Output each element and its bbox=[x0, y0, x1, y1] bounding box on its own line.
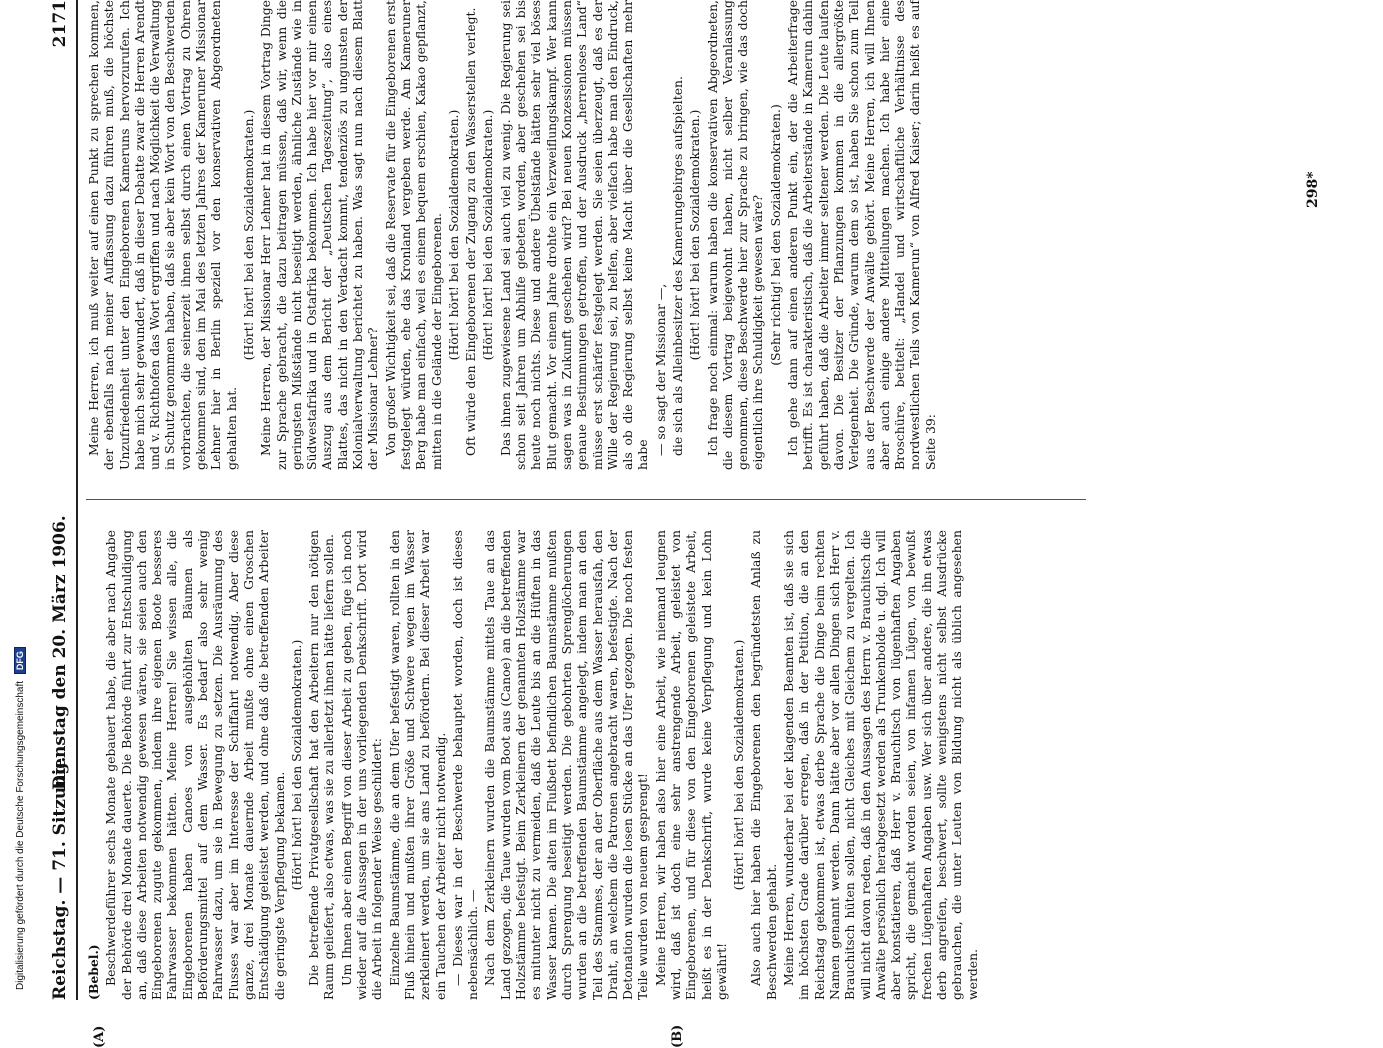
header-date: Dienstag den 20. März 1906. bbox=[50, 515, 70, 790]
speaker-label: (Bebel.) bbox=[86, 944, 101, 1000]
right-paragraph: Meine Herren, ich muß weiter auf einen Punkt zu sprechen kommen, der ebenfalls nach meiner Auffassung dazu führen muß, die höchste Unzufriedenheit unter den Eingeborenen Kameruns hervorzurufen. Ich habe mich sehr gewundert, daß in dieser Debatte zwar die Herren Arendt und v. Richthofen das Wort ergriffen und nach Möglichkeit die Verwaltung in Schutz genommen haben, daß sie aber kein Wort von den Beschwerden vorbrachten, die seinerzeit ihnen selbst durch einen Vortrag zu Ohren gekommen sind, den im Mai des letzten Jahres der Kameruner Missionar Lehner hier in Berlin speziell vor den konservativen Abgeordneten gehalten hat. bbox=[86, 0, 239, 470]
right-paragraph: Von großer Wichtigkeit sei, daß die Reservate für die Eingeborenen erst festgelegt würden, ehe das Kronland vergeben werde. Am Kameruner Berg habe man einfach, weil es einem bequem erschien, Kakao gepflanzt, mitten in die Gelände der Eingeborenen. bbox=[382, 0, 444, 470]
left-paragraph: Nach dem Zerkleinern wurden die Baumstämme mittels Taue an das Land gezogen, die Taue wurden vom Boot aus (Canoe) an die betreffenden Holzstämme befestigt. Beim Zerkleinern der genannten Holzstämme war es mitunter nicht zu vermeiden, daß die Leute bis an die Hüften in das Wasser kamen. Die alten im Flußbett befindlichen Baumstämme mußten durch Sprengung beseitigt werden. Die gebohrten Sprenglöcherungen wurden an die betreffenden Baumstämme angelegt, indem man an den Teil des Stammes, der an der Oberfläche aus dem Wasser herausfah, den Draht, an welchem die Patronen angebracht waren, befestigte. Nach der Detonation wurden die losen Stücke an das Ufer gezogen. Die noch festen Teile wurden von neuem gesprengt! bbox=[482, 530, 651, 1000]
header-rule bbox=[76, 0, 78, 1000]
left-paragraph: Also auch hier haben die Eingeborenen den begründetsten Anlaß zu Beschwerden gehabt. bbox=[748, 530, 779, 1000]
right-paragraph: (Hört! hört! bei den Sozialdemokraten.) bbox=[687, 109, 703, 361]
right-paragraph: (Hört! hört! bei den Sozialdemokraten.) bbox=[480, 109, 496, 361]
left-paragraph: Einzelne Baumstämme, die an dem Ufer befestigt waren, rollten in den Fluß hinein und mußten ihrer Größe und Schwere wegen im Wasser zerkleinert werden, um sie ans Land zu befördern. Bei dieser Arbeit war ein Tauchen der Arbeiter nicht notwendig. bbox=[386, 530, 448, 1000]
left-paragraph: — Dieses war in der Beschwerde behauptet worden, doch ist dieses nebensächlich. — bbox=[449, 530, 481, 1000]
right-paragraph: Das ihnen zugewiesene Land sei auch viel zu wenig. Die Regierung sei schon seit Jahren um Abhilfe gebeten worden, aber geschehen sei bis heute noch nichts. Diese und andere Übelstände hätten sehr viel böses Blut gemacht. Vor einem Jahre drohte ein Verzweiflungskampf. Wer kann sagen was in Zukunft geschehen wird? Bei neuen Konzessionen müssen genaue Bestimmungen getroffen, und der Ausdruck „herrenloses Land“ müsse erst schärfer festgelegt werden. Sie seien überzeugt, daß es der Wille der Regierung sei, zu helfen, aber vielfach habe man den Eindruck, als ob die Regierung selbst keine Macht über die Gesellschaften mehr habe bbox=[497, 0, 651, 470]
left-paragraph: Meine Herren, wunderbar bei der klagenden Beamten ist, daß sie sich im höchsten Grade darüber erregen, daß in der Petition, die an den Reichstag gekommen ist, etwas derbe Sprache die Dinge beim rechten Namen genannt werden. Dann hätte aber vor allen Dingen sich Herr v. Brauchitsch hüten sollen, nicht Gleiches mit Gleichem zu vergelten. Ich will nicht davon reden, daß in den Aussagen des Herrn v. Brauchitsch die Anwälte persönlich herabgesetzt werden als Trunkenbolde u. dgl. Ich will aber konstatieren, daß Herr v. Brauchitsch von lügenhaften Angaben spricht, die gemacht worden seien, von infamen Lügen, von bewußt frechen Lügenhaften Angaben usw. Wer sich über andere, die ihn etwas derb angreifen, beschwert, sollte wenigstens nicht selbst Ausdrücke gebrauchen, die unter Leuten von Bildung nicht als üblich angesehen werden. bbox=[781, 530, 980, 1000]
left-paragraph: Die betreffende Privatgesellschaft hat den Arbeitern nur den nötigen Raum geliefert, also etwas, was sie zu allerletzt ihnen hätte liefern sollen. bbox=[306, 530, 337, 1000]
right-paragraph: Ich frage noch einmal: warum haben die konservativen Abgeordneten, die diesem Vortrag beigewohnt haben, nicht selber Veranlassung genommen, diese Beschwerde hier zur Sprache zu bringen, wie das doch eigentlich ihre Schuldigkeit gewesen wäre? bbox=[704, 0, 766, 470]
right-paragraph: (Hört! hört! bei den Sozialdemokraten.) bbox=[445, 109, 461, 361]
digitization-credit bbox=[14, 647, 26, 990]
credit-text: Digitalisierung gefördert durch die Deutsche Forschungsgemeinschaft bbox=[15, 680, 26, 990]
scanned-page bbox=[50, 0, 1340, 1048]
running-header bbox=[50, 0, 72, 1000]
right-paragraph: — so sagt der Missionar —, bbox=[652, 283, 668, 456]
right-paragraph: Oft würde den Eingeborenen der Zugang zu den Wasserstellen verlegt. bbox=[463, 7, 479, 456]
right-paragraph: Meine Herren, der Missionar Herr Lehner hat in diesem Vortrag Dinge zur Sprache gebracht, die dazu beitragen müssen, daß wir, wenn die geringsten Mißstände nicht beseitigt werden, ähnliche Zustände wie in Südwestafrika und in Ostafrika bekommen. Ich habe hier vor mir einen Auszug aus dem Bericht der „Deutschen Tageszeitung“, also eines Blattes, das nicht in den Verdacht kommt, tendenziös zu ungunsten der Kolonialverwaltung berichtet zu haben. Was sagt nun nach diesem Blatt der Missionar Lehner? bbox=[258, 0, 381, 470]
right-paragraph: (Hört! hört! bei den Sozialdemokraten.) bbox=[240, 109, 256, 361]
margin-letter-a: (A) bbox=[92, 1025, 107, 1048]
left-paragraph: (Hört! hört! bei den Sozialdemokraten.) bbox=[731, 639, 747, 891]
left-paragraph: Beschwerdeführer sechs Monate gebauert habe, die aber nach Angabe der Behörde drei Monate dauerte. Die Behörde führt zur Entschuldigung an, daß diese Arbeiten notwendig gewesen wären, sie seien auch den Eingeborenen zugute gekommen, indem ihre eigenen Boote besseres Fahrwasser bekommen hätten. Meine Herren! Sie wissen alle, die Eingeborenen haben Canoes von ausgehöhlten Bäumen als Beförderungsmittel auf dem Wasser. Es bedarf also sehr wenig Fahrwasser dazu, um sie in Bewegung zu setzen. Die Ausräumung des Flusses war aber im Interesse der Schiffahrt notwendig. Aber diese ganze, drei Monate dauernde Arbeit mußte ohne einen Groschen Entschädigung geleistet werden, und ohne daß die betreffenden Arbeiter die geringste Verpflegung bekamen. bbox=[103, 530, 287, 1000]
page-number: 2171 bbox=[50, 0, 70, 48]
right-paragraph: Ich gehe dann auf einen anderen Punkt ein, der die Arbeiterfrage betrifft. Es ist charakteristisch, daß die Arbeiterstände in Kamerun dahin geführt haben, daß die Arbeiter immer seltener werden. Die Leute laufen davon. Die Besitzer der Pflanzungen kommen in die allergrößte Verlegenheit. Die Gründe, warum dem so ist, haben Sie schon zum Teil aus der Beschwerde der Anwälte gehört. Meine Herren, ich will Ihnen aber auch einige andere Mitteilungen machen. Ich habe hier eine Broschüre, betitelt: „Handel und wirtschaftliche Verhältnisse des nordwestlichen Teils von Kamerun“ von Alfred Kaiser; darin heißt es auf Seite 39: bbox=[785, 0, 938, 470]
left-column bbox=[86, 530, 1286, 1000]
header-left: Reichstag. — 71. Sitzung. bbox=[50, 756, 70, 1000]
right-paragraph: die sich als Alleinbesitzer des Kamerungebirges aufspielten. bbox=[669, 76, 685, 456]
dfg-logo-icon: DFG bbox=[14, 647, 26, 674]
left-paragraph: (Hört! hört! bei den Sozialdemokraten.) bbox=[288, 639, 304, 891]
right-column bbox=[86, 0, 1286, 470]
left-paragraph: Um Ihnen aber einen Begriff von dieser Arbeit zu geben, füge ich noch wieder auf die Aussagen in der uns vorliegenden Denkschrift. Dort wird die Arbeit in folgender Weise geschildert: bbox=[338, 530, 385, 1000]
page-footnote: 298* bbox=[1305, 171, 1321, 208]
column-divider bbox=[86, 499, 1086, 500]
margin-letter-b: (B) bbox=[670, 1024, 685, 1048]
right-paragraph: (Sehr richtig! bei den Sozialdemokraten.) bbox=[767, 104, 783, 366]
left-paragraph: Meine Herren, wir haben also hier eine Arbeit, wie niemand leugnen wird, daß ist doch eine sehr anstrengende Arbeit, geleistet von Eingeborenen, und für diese von den Eingeborenen geleistete Arbeit, heißt es in der Denkschrift, wurde keine Verpflegung und kein Lohn gewährt! bbox=[652, 530, 729, 1000]
